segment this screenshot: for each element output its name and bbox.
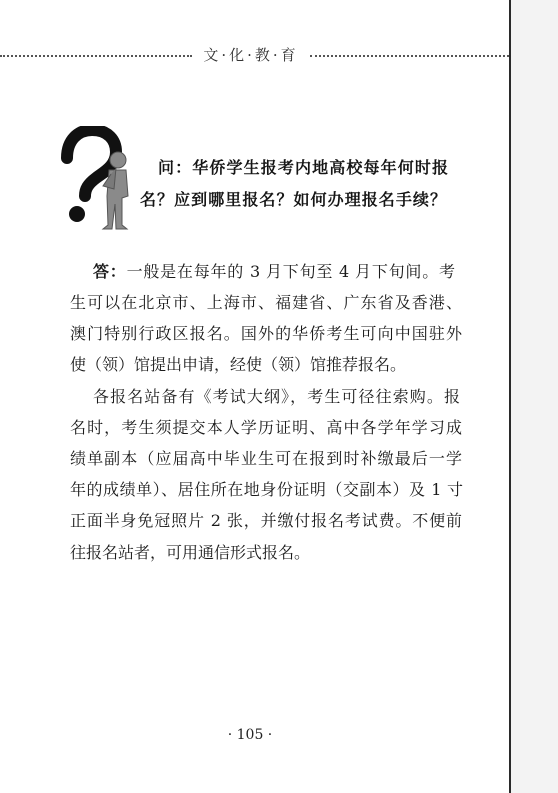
question-line-1: 问：华侨学生报考内地高校每年何时报 (158, 158, 448, 177)
answer-label: 答： (93, 262, 127, 281)
answer-paragraph-2-line-1: 各报名站备有《考试大纲》，考生可径往索购。报 (93, 387, 460, 406)
answer-paragraph-1-line-1 (93, 262, 455, 282)
answer-paragraph-2-line-5: 正面半身免冠照片 2 张，并缴付报名考试费。不便前 (70, 511, 462, 530)
answer-text: 一般是在每年的 3 月下旬至 4 月下旬间。考 (126, 262, 455, 281)
answer-paragraph-1-line-2: 生可以在北京市、上海市、福建省、广东省及香港、 (70, 293, 462, 312)
question-mark-figure-icon (58, 126, 142, 232)
page-edge-line (509, 0, 511, 793)
answer-paragraph-2-line-4: 年的成绩单）、居住所在地身份证明（交副本）及 1 寸 (70, 480, 463, 499)
answer-paragraph-2-line-6: 往报名站者，可用通信形式报名。 (70, 543, 311, 562)
running-header-title: 文·化·教·育 (203, 46, 299, 64)
answer-paragraph-1-line-3: 澳门特别行政区报名。国外的华侨考生可向中国驻外 (70, 324, 462, 343)
header-rule-left (0, 55, 192, 57)
header-rule-right (310, 55, 509, 57)
question-line-2: 名？应到哪里报名？如何办理报名手续？ (140, 190, 446, 209)
answer-paragraph-1-line-4: 使（领）馆提出申请，经使（领）馆推荐报名。 (70, 355, 407, 374)
page-number: · 105 · (227, 727, 273, 743)
answer-paragraph-2-line-2: 名时，考生须提交本人学历证明、高中各学年学习成 (70, 418, 462, 437)
answer-paragraph-2-line-3: 绩单副本（应届高中毕业生可在报到时补缴最后一学 (70, 449, 462, 468)
page-edge-strip (511, 0, 558, 793)
